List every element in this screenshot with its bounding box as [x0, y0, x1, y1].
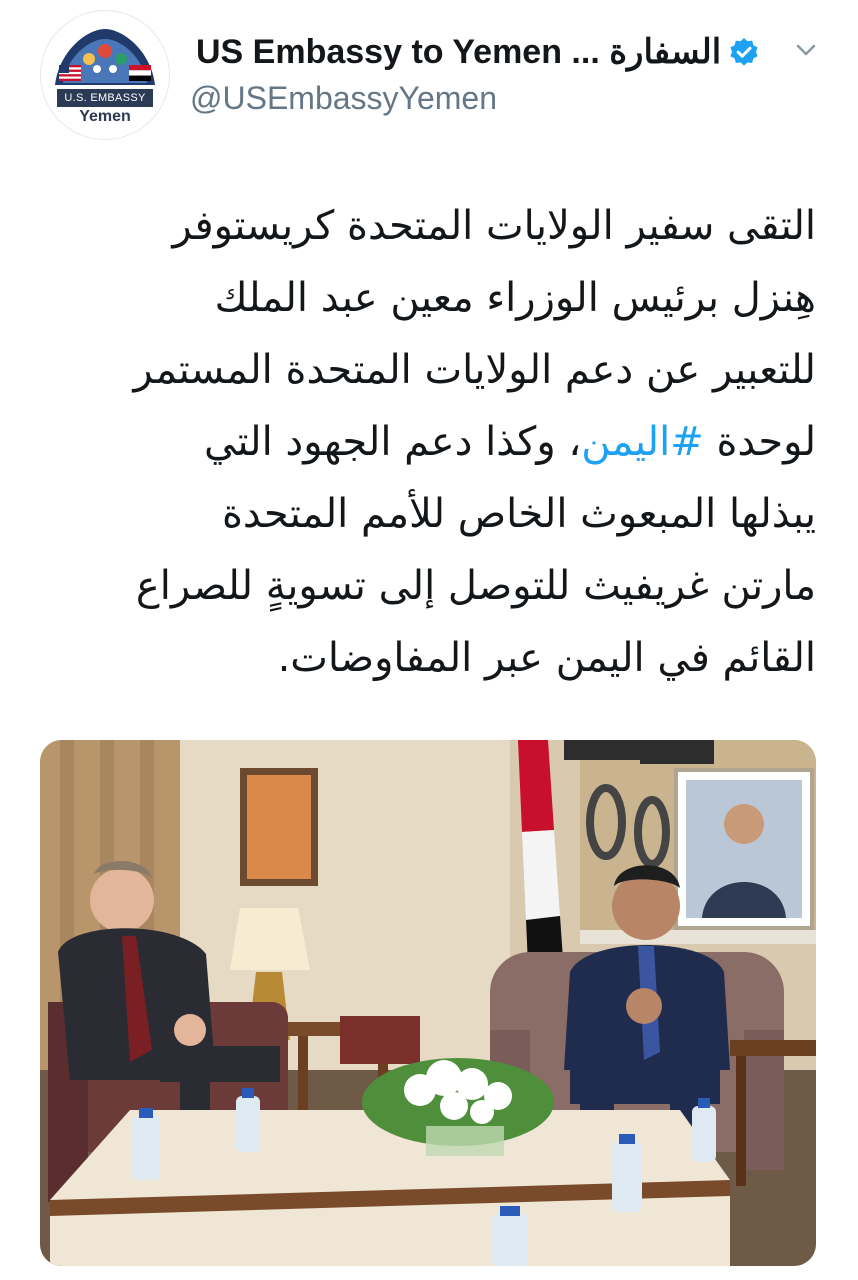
tweet-line: مارتن غريفيث للتوصل إلى تسويةٍ للصراع [135, 563, 816, 609]
account-name-row[interactable] [196, 28, 836, 76]
hashtag-link[interactable]: #اليمن [581, 419, 704, 465]
avatar-banner: U.S. EMBASSY [57, 89, 153, 107]
tweet-line: القائم في اليمن عبر المفاوضات. [277, 635, 816, 681]
tweet-line: للتعبير عن دعم الولايات المتحدة المستمر [133, 347, 816, 393]
tweet-text-fragment: وكذا دعم الجهود التي [203, 419, 556, 465]
display-name[interactable]: US Embassy to Yemen ... السفارة [196, 33, 722, 71]
tweet-line: التقى سفير الولايات المتحدة كريستوفر [172, 203, 816, 249]
tweet-text-fragment: لوحدة [716, 419, 816, 465]
tweet-line-hashtag [40, 406, 816, 478]
tweet-text [40, 190, 816, 694]
tweet-photo[interactable] [40, 740, 816, 1266]
tweet-line: هِنزل برئيس الوزراء معين عبد الملك [214, 275, 816, 321]
avatar[interactable] [40, 10, 170, 140]
chevron-down-icon[interactable] [792, 36, 820, 64]
tweet-text-fragment: ، [555, 419, 582, 465]
photo-icon [40, 740, 816, 1266]
avatar-subtitle: Yemen [79, 108, 131, 125]
verified-badge-icon [729, 37, 759, 67]
account-handle[interactable]: @USEmbassyYemen [190, 80, 497, 116]
tweet-line: يبذلها المبعوث الخاص للأمم المتحدة [221, 491, 816, 537]
